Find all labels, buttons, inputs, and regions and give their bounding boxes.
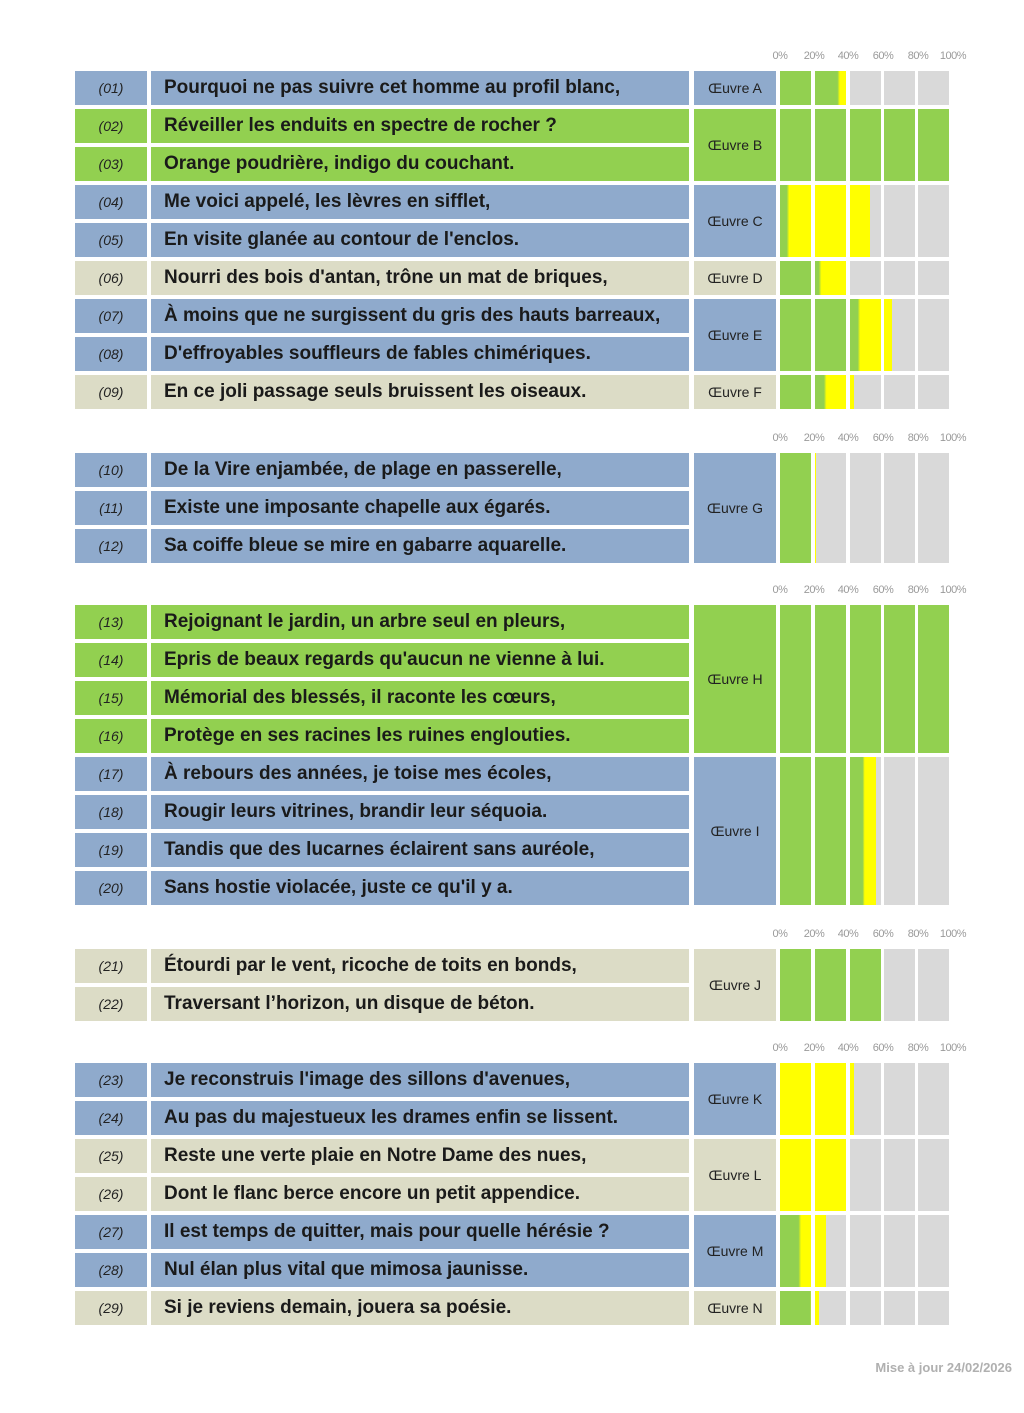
update-date: Mise à jour 24/02/2026 <box>875 1360 1012 1375</box>
line-text: Tandis que des lucarnes éclairent sans auréole, <box>151 833 689 867</box>
line-text: Reste une verte plaie en Notre Dame des nues, <box>151 1139 689 1173</box>
progress-bar <box>780 261 949 295</box>
scale-label: 60% <box>872 928 894 940</box>
progress-bar <box>780 949 949 1021</box>
line-text: Me voici appelé, les lèvres en sifflet, <box>151 185 689 219</box>
progress-segment <box>918 1215 949 1287</box>
progress-fill <box>780 605 811 753</box>
line-number: (08) <box>75 337 147 371</box>
percent-scale <box>0 1042 1024 1056</box>
progress-segment <box>884 1063 915 1135</box>
line-number: (15) <box>75 681 147 715</box>
progress-bar <box>780 109 949 181</box>
progress-segment <box>780 1063 811 1135</box>
progress-segment <box>884 605 915 753</box>
progress-fill <box>850 949 881 1021</box>
progress-segment <box>884 375 915 409</box>
line-number: (12) <box>75 529 147 563</box>
progress-segment <box>815 1215 846 1287</box>
line-number: (07) <box>75 299 147 333</box>
progress-segment <box>815 375 846 409</box>
progress-segment <box>884 453 915 563</box>
scale-label: 40% <box>837 50 859 62</box>
percent-scale <box>0 928 1024 942</box>
progress-segment <box>918 1063 949 1135</box>
progress-fill <box>780 453 811 563</box>
progress-segment <box>850 453 881 563</box>
progress-segment <box>850 185 881 257</box>
line-text: À rebours des années, je toise mes écoles, <box>151 757 689 791</box>
line-text: En visite glanée au contour de l'enclos. <box>151 223 689 257</box>
work-label: Œuvre D <box>694 261 776 295</box>
progress-fill <box>780 1139 811 1211</box>
work-label: Œuvre A <box>694 71 776 105</box>
work-label: Œuvre E <box>694 299 776 371</box>
progress-segment <box>850 1063 881 1135</box>
line-number: (22) <box>75 987 147 1021</box>
line-number: (20) <box>75 871 147 905</box>
scale-label: 20% <box>803 1042 825 1054</box>
line-number: (06) <box>75 261 147 295</box>
scale-label: 0% <box>772 1042 788 1054</box>
work-label: Œuvre F <box>694 375 776 409</box>
percent-scale <box>0 584 1024 598</box>
scale-label: 20% <box>803 50 825 62</box>
progress-segment <box>884 1139 915 1211</box>
line-number: (16) <box>75 719 147 753</box>
progress-segment <box>918 261 949 295</box>
work-label: Œuvre M <box>694 1215 776 1287</box>
progress-fill <box>850 109 881 181</box>
line-number: (19) <box>75 833 147 867</box>
line-text: Il est temps de quitter, mais pour quelle hérésie ? <box>151 1215 689 1249</box>
line-text: Sa coiffe bleue se mire en gabarre aquarelle. <box>151 529 689 563</box>
progress-segment <box>780 261 811 295</box>
progress-bar <box>780 299 949 371</box>
scale-label: 100% <box>939 928 967 940</box>
progress-segment <box>815 71 846 105</box>
line-number: (24) <box>75 1101 147 1135</box>
work-label: Œuvre H <box>694 605 776 753</box>
line-text: Si je reviens demain, jouera sa poésie. <box>151 1291 689 1325</box>
progress-fill <box>780 757 811 905</box>
progress-fill <box>815 109 846 181</box>
progress-segment <box>850 261 881 295</box>
line-number: (27) <box>75 1215 147 1249</box>
scale-label: 40% <box>837 1042 859 1054</box>
progress-segment <box>918 757 949 905</box>
progress-fill <box>850 375 854 409</box>
progress-segment <box>884 185 915 257</box>
work-label: Œuvre N <box>694 1291 776 1325</box>
progress-fill <box>815 261 846 295</box>
progress-segment <box>884 949 915 1021</box>
progress-segment <box>918 453 949 563</box>
line-number: (28) <box>75 1253 147 1287</box>
progress-fill <box>780 185 811 257</box>
line-text: Pourquoi ne pas suivre cet homme au profil blanc, <box>151 71 689 105</box>
progress-segment <box>780 1215 811 1287</box>
progress-segment <box>850 299 881 371</box>
progress-fill <box>815 299 846 371</box>
progress-segment <box>815 949 846 1021</box>
progress-fill <box>780 1215 811 1287</box>
progress-fill <box>780 1063 811 1135</box>
progress-segment <box>918 71 949 105</box>
work-label: Œuvre G <box>694 453 776 563</box>
progress-segment <box>815 453 846 563</box>
line-number: (26) <box>75 1177 147 1211</box>
line-text: Existe une imposante chapelle aux égarés. <box>151 491 689 525</box>
progress-segment <box>815 299 846 371</box>
scale-label: 80% <box>907 928 929 940</box>
scale-label: 60% <box>872 50 894 62</box>
progress-fill <box>780 375 811 409</box>
line-number: (21) <box>75 949 147 983</box>
scale-label: 20% <box>803 928 825 940</box>
scale-label: 0% <box>772 50 788 62</box>
progress-segment <box>815 1139 846 1211</box>
progress-fill <box>780 299 811 371</box>
progress-segment <box>850 71 881 105</box>
scale-label: 80% <box>907 1042 929 1054</box>
progress-fill <box>918 605 949 753</box>
scale-label: 100% <box>939 584 967 596</box>
work-label: Œuvre L <box>694 1139 776 1211</box>
line-number: (02) <box>75 109 147 143</box>
progress-fill <box>815 1291 819 1325</box>
work-label: Œuvre J <box>694 949 776 1021</box>
line-number: (29) <box>75 1291 147 1325</box>
progress-fill <box>815 185 846 257</box>
progress-bar <box>780 1139 949 1211</box>
progress-fill <box>884 299 892 371</box>
progress-bar <box>780 375 949 409</box>
line-text: Epris de beaux regards qu'aucun ne vienne à lui. <box>151 643 689 677</box>
line-number: (23) <box>75 1063 147 1097</box>
progress-fill <box>850 185 870 257</box>
scale-label: 60% <box>872 432 894 444</box>
scale-label: 100% <box>939 432 967 444</box>
scale-label: 0% <box>772 432 788 444</box>
progress-segment <box>918 1139 949 1211</box>
line-text: Réveiller les enduits en spectre de rocher ? <box>151 109 689 143</box>
progress-segment <box>850 1215 881 1287</box>
line-number: (14) <box>75 643 147 677</box>
scale-label: 100% <box>939 50 967 62</box>
progress-bar <box>780 605 949 753</box>
scale-label: 100% <box>939 1042 967 1054</box>
percent-scale <box>0 50 1024 64</box>
progress-segment <box>850 605 881 753</box>
line-text: Nul élan plus vital que mimosa jaunisse. <box>151 1253 689 1287</box>
progress-segment <box>884 299 915 371</box>
progress-bar <box>780 453 949 563</box>
work-label: Œuvre I <box>694 757 776 905</box>
progress-fill <box>780 109 811 181</box>
progress-fill <box>780 1291 811 1325</box>
progress-segment <box>815 1291 846 1325</box>
progress-segment <box>850 109 881 181</box>
progress-segment <box>815 605 846 753</box>
progress-segment <box>918 375 949 409</box>
scale-label: 80% <box>907 584 929 596</box>
line-text: De la Vire enjambée, de plage en passerelle, <box>151 453 689 487</box>
line-text: Dont le flanc berce encore un petit appendice. <box>151 1177 689 1211</box>
line-text: Nourri des bois d'antan, trône un mat de briques, <box>151 261 689 295</box>
progress-segment <box>815 109 846 181</box>
progress-segment <box>918 299 949 371</box>
progress-segment <box>815 757 846 905</box>
scale-label: 40% <box>837 584 859 596</box>
progress-segment <box>884 71 915 105</box>
scale-label: 60% <box>872 1042 894 1054</box>
progress-bar <box>780 757 949 905</box>
progress-fill <box>850 605 881 753</box>
line-text: Je reconstruis l'image des sillons d'avenues, <box>151 1063 689 1097</box>
progress-segment <box>780 109 811 181</box>
progress-fill <box>780 949 811 1021</box>
scale-label: 40% <box>837 928 859 940</box>
progress-segment <box>850 1291 881 1325</box>
scale-label: 20% <box>803 584 825 596</box>
progress-segment <box>780 71 811 105</box>
progress-segment <box>780 299 811 371</box>
progress-fill <box>780 71 811 105</box>
progress-segment <box>780 605 811 753</box>
progress-fill <box>884 109 915 181</box>
scale-label: 0% <box>772 928 788 940</box>
progress-segment <box>815 185 846 257</box>
line-number: (11) <box>75 491 147 525</box>
progress-segment <box>884 261 915 295</box>
progress-segment <box>850 1139 881 1211</box>
progress-segment <box>780 185 811 257</box>
progress-fill <box>780 261 811 295</box>
scale-label: 60% <box>872 584 894 596</box>
progress-segment <box>815 1063 846 1135</box>
progress-segment <box>884 757 915 905</box>
progress-fill <box>850 757 876 905</box>
line-number: (05) <box>75 223 147 257</box>
progress-segment <box>918 605 949 753</box>
progress-fill <box>815 1215 826 1287</box>
progress-fill <box>815 757 846 905</box>
line-text: Traversant l’horizon, un disque de béton. <box>151 987 689 1021</box>
progress-fill <box>884 605 915 753</box>
scale-label: 40% <box>837 432 859 444</box>
progress-segment <box>918 949 949 1021</box>
progress-fill <box>815 949 846 1021</box>
progress-bar <box>780 1291 949 1325</box>
line-text: Rougir leurs vitrines, brandir leur séquoia. <box>151 795 689 829</box>
progress-segment <box>884 1215 915 1287</box>
line-text: Sans hostie violacée, juste ce qu'il y a. <box>151 871 689 905</box>
progress-fill <box>850 1063 854 1135</box>
work-label: Œuvre B <box>694 109 776 181</box>
progress-segment <box>850 375 881 409</box>
line-text: Mémorial des blessés, il raconte les cœurs, <box>151 681 689 715</box>
line-text: En ce joli passage seuls bruissent les oiseaux. <box>151 375 689 409</box>
line-number: (09) <box>75 375 147 409</box>
scale-label: 0% <box>772 584 788 596</box>
progress-segment <box>850 949 881 1021</box>
progress-fill <box>918 109 949 181</box>
work-label: Œuvre C <box>694 185 776 257</box>
progress-segment <box>918 109 949 181</box>
progress-segment <box>780 453 811 563</box>
progress-fill <box>850 299 881 371</box>
line-text: Protège en ses racines les ruines englouties. <box>151 719 689 753</box>
progress-bar <box>780 71 949 105</box>
scale-label: 20% <box>803 432 825 444</box>
progress-segment <box>780 1139 811 1211</box>
progress-segment <box>780 1291 811 1325</box>
line-text: À moins que ne surgissent du gris des hauts barreaux, <box>151 299 689 333</box>
progress-segment <box>815 261 846 295</box>
line-number: (17) <box>75 757 147 791</box>
line-text: D'effroyables souffleurs de fables chimériques. <box>151 337 689 371</box>
progress-bar <box>780 1063 949 1135</box>
progress-fill <box>815 605 846 753</box>
line-number: (04) <box>75 185 147 219</box>
progress-bar <box>780 185 949 257</box>
scale-label: 80% <box>907 50 929 62</box>
line-text: Orange poudrière, indigo du couchant. <box>151 147 689 181</box>
line-number: (18) <box>75 795 147 829</box>
line-text: Étourdi par le vent, ricoche de toits en bonds, <box>151 949 689 983</box>
progress-fill <box>815 375 846 409</box>
line-number: (25) <box>75 1139 147 1173</box>
line-number: (01) <box>75 71 147 105</box>
line-text: Rejoignant le jardin, un arbre seul en pleurs, <box>151 605 689 639</box>
progress-fill <box>815 71 846 105</box>
line-number: (03) <box>75 147 147 181</box>
progress-segment <box>918 185 949 257</box>
progress-segment <box>780 375 811 409</box>
work-label: Œuvre K <box>694 1063 776 1135</box>
progress-segment <box>780 949 811 1021</box>
line-text: Au pas du majestueux les drames enfin se lissent. <box>151 1101 689 1135</box>
progress-segment <box>884 109 915 181</box>
line-number: (13) <box>75 605 147 639</box>
scale-label: 80% <box>907 432 929 444</box>
progress-fill <box>815 1139 846 1211</box>
progress-segment <box>918 1291 949 1325</box>
percent-scale <box>0 432 1024 446</box>
progress-segment <box>780 757 811 905</box>
progress-segment <box>884 1291 915 1325</box>
progress-segment <box>850 757 881 905</box>
progress-fill <box>815 1063 846 1135</box>
progress-bar <box>780 1215 949 1287</box>
line-number: (10) <box>75 453 147 487</box>
